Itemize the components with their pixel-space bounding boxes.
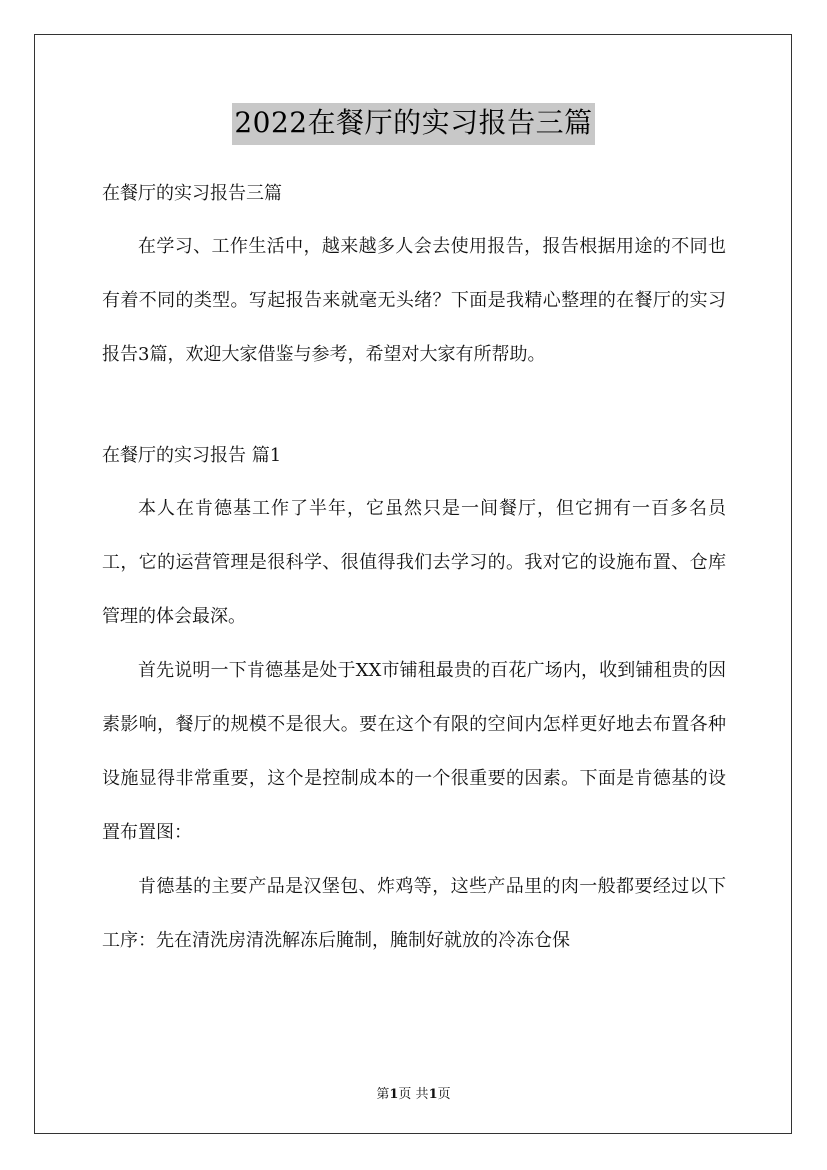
document-subtitle: 在餐厅的实习报告三篇 xyxy=(102,183,282,204)
body-paragraph: 肯德基的主要产品是汉堡包、炸鸡等，这些产品里的肉一般都要经过以下工序：先在清洗房清洗解冻后腌制，腌制好就放的冷冻仓保 xyxy=(102,876,726,951)
page-footer xyxy=(0,1083,827,1102)
title-area xyxy=(0,103,827,145)
page-total: 1 xyxy=(428,1087,438,1102)
page-label-suffix: 页 xyxy=(437,1087,451,1102)
body-paragraph: 首先说明一下肯德基是处于XX市铺租最贵的百花广场内，收到铺租贵的因素影响，餐厅的规模不是很大。要在这个有限的空间内怎样更好地去布置各种设施显得非常重要，这个是控制成本的一个很重要的因素。下面是肯德基的设置布置图： xyxy=(102,660,726,843)
document-body xyxy=(102,178,726,968)
page-label-mid: 页 共 xyxy=(398,1087,429,1102)
page-number: 1 xyxy=(389,1087,399,1102)
document-title: 2022在餐厅的实习报告三篇 xyxy=(232,103,594,145)
section-heading: 在餐厅的实习报告 篇1 xyxy=(102,445,282,466)
page-label-prefix: 第 xyxy=(376,1087,390,1102)
body-paragraph: 本人在肯德基工作了半年，它虽然只是一间餐厅，但它拥有一百多名员工，它的运营管理是很科学、很值得我们去学习的。我对它的设施布置、仓库管理的体会最深。 xyxy=(102,498,726,627)
intro-paragraph: 在学习、工作生活中，越来越多人会去使用报告，报告根据用途的不同也有着不同的类型。写起报告来就毫无头绪？下面是我精心整理的在餐厅的实习报告3篇，欢迎大家借鉴与参考，希望对大家有所帮助。 xyxy=(102,236,726,365)
